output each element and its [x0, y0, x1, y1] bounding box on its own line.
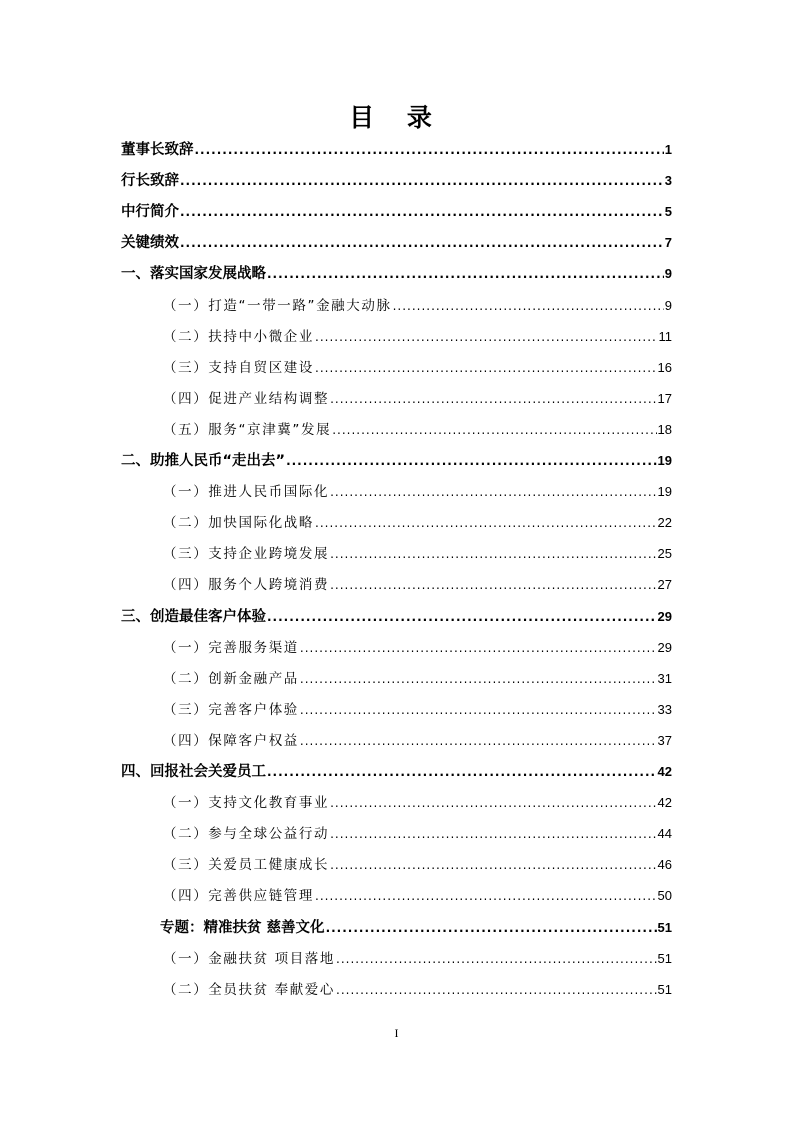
toc-entry-page: 16: [657, 360, 672, 375]
toc-entry-title: （四）促进产业结构调整: [163, 391, 330, 407]
toc-dot-leader: [267, 263, 664, 285]
toc-entry-page: 51: [657, 982, 672, 997]
toc-entry-title: 行长致辞: [121, 173, 179, 189]
toc-entry-title: 董事长致辞: [121, 142, 194, 158]
toc-entry-title: （四）完善供应链管理: [163, 888, 314, 904]
toc-entry-page: 42: [657, 764, 672, 779]
toc-entry-title: （一）金融扶贫 项目落地: [163, 951, 335, 967]
toc-dot-leader: [330, 854, 656, 876]
toc-entry-page: 22: [657, 515, 672, 530]
toc-dot-leader: [336, 948, 657, 970]
toc-dot-leader: [326, 917, 657, 939]
toc-entry-title: （一）推进人民币国际化: [163, 484, 330, 500]
toc-entry[interactable]: [163, 543, 672, 565]
toc-entry-page: 33: [657, 702, 672, 717]
toc-dot-leader: [267, 606, 657, 628]
page-title: 目 录: [349, 103, 444, 132]
toc-entry-page: 29: [657, 609, 672, 624]
toc-entry-title: 专题：精准扶贫 慈善文化: [160, 920, 325, 936]
toc-entry-page: 44: [657, 826, 672, 841]
toc-entry-page: 31: [657, 671, 672, 686]
toc-entry[interactable]: [163, 948, 672, 970]
toc-entry-page: 51: [657, 920, 672, 935]
toc-dot-leader: [315, 357, 657, 379]
toc-dot-leader: [393, 295, 664, 317]
toc-dot-leader: [300, 637, 657, 659]
toc-entry[interactable]: [163, 979, 672, 1001]
toc-entry-title: 二、助推人民币“走出去”: [121, 453, 286, 469]
toc-entry[interactable]: [163, 854, 672, 876]
toc-dot-leader: [195, 139, 664, 161]
toc-entry[interactable]: [121, 761, 672, 783]
toc-entry[interactable]: [163, 699, 672, 721]
toc-dot-leader: [180, 232, 664, 254]
toc-entry-title: 四、回报社会关爱员工: [121, 764, 266, 780]
toc-dot-leader: [330, 543, 656, 565]
toc-entry-page: 25: [657, 546, 672, 561]
toc-dot-leader: [330, 481, 656, 503]
toc-entry-title: 一、落实国家发展战略: [121, 266, 266, 282]
toc-entry[interactable]: [163, 730, 672, 752]
toc-entry-title: （二）加快国际化战略: [163, 515, 314, 531]
toc-dot-leader: [336, 979, 657, 1001]
toc-entry[interactable]: [163, 481, 672, 503]
toc-entry-page: 9: [664, 298, 672, 313]
toc-dot-leader: [267, 761, 657, 783]
toc-entry-page: 29: [657, 640, 672, 655]
toc-entry[interactable]: [163, 823, 672, 845]
toc-entry-page: 17: [657, 391, 672, 406]
toc-entry-title: （四）服务个人跨境消费: [163, 577, 330, 593]
toc-entry-title: 三、创造最佳客户体验: [121, 609, 266, 625]
toc-dot-leader: [300, 730, 657, 752]
toc-dot-leader: [180, 201, 664, 223]
toc-entry-page: 5: [664, 204, 672, 219]
toc-entry[interactable]: [121, 263, 672, 285]
toc-dot-leader: [315, 512, 657, 534]
toc-entry[interactable]: [163, 885, 672, 907]
toc-dot-leader: [332, 419, 656, 441]
toc-entry[interactable]: [163, 388, 672, 410]
toc-dot-leader: [330, 388, 656, 410]
toc-dot-leader: [286, 450, 656, 472]
toc-entry[interactable]: [163, 357, 672, 379]
toc-entry-page: 37: [657, 733, 672, 748]
toc-dot-leader: [315, 885, 657, 907]
toc-entry-page: 9: [664, 266, 672, 281]
toc-entry-title: （五）服务“京津冀”发展: [163, 422, 332, 438]
toc-entry-page: 7: [664, 235, 672, 250]
toc-entry-title: （二）全员扶贫 奉献爱心: [163, 982, 335, 998]
toc-entry-page: 18: [657, 422, 672, 437]
toc-dot-leader: [300, 668, 657, 690]
toc-entry[interactable]: [121, 450, 672, 472]
toc-entry-page: 19: [657, 453, 672, 468]
toc-entry[interactable]: [163, 419, 672, 441]
toc-entry[interactable]: [163, 295, 672, 317]
toc-dot-leader: [180, 170, 664, 192]
toc-entry-title: （三）关爱员工健康成长: [163, 857, 330, 873]
toc-entry[interactable]: [121, 606, 672, 628]
toc-entry-title: （三）支持自贸区建设: [163, 360, 314, 376]
toc-entry-page: 27: [657, 577, 672, 592]
toc-entry-title: 关键绩效: [121, 235, 179, 251]
toc-entry-title: （一）支持文化教育事业: [163, 795, 330, 811]
toc-entry-title: （二）扶持中小微企业: [163, 329, 314, 345]
toc-dot-leader: [300, 699, 657, 721]
toc-entry-page: 46: [657, 857, 672, 872]
toc-entry-title: （四）保障客户权益: [163, 733, 299, 749]
toc-dot-leader: [330, 574, 656, 596]
toc-entry-title: （一）完善服务渠道: [163, 640, 299, 656]
toc-entry-title: （一）打造“一带一路”金融大动脉: [163, 298, 392, 314]
toc-entry[interactable]: [121, 201, 672, 223]
page-number: I: [394, 1026, 399, 1040]
toc-entry-page: 1: [664, 142, 672, 157]
toc-dot-leader: [330, 823, 656, 845]
toc-entry[interactable]: [163, 792, 672, 814]
toc-entry[interactable]: [121, 139, 672, 161]
toc-entry-title: （三）支持企业跨境发展: [163, 546, 330, 562]
toc-entry-page: 50: [657, 888, 672, 903]
toc-entry-page: 42: [657, 795, 672, 810]
toc-entry[interactable]: [163, 512, 672, 534]
toc-dot-leader: [330, 792, 656, 814]
toc-entry-page: 19: [657, 484, 672, 499]
toc-entry-title: （二）参与全球公益行动: [163, 826, 330, 842]
toc-entry[interactable]: [121, 232, 672, 254]
toc-entry-title: （二）创新金融产品: [163, 671, 299, 687]
toc-entry[interactable]: [163, 668, 672, 690]
toc-entry-page: 3: [664, 173, 672, 188]
toc-entry-title: 中行简介: [121, 204, 179, 220]
toc-dot-leader: [315, 326, 658, 348]
toc-entry[interactable]: [160, 917, 672, 939]
toc-entry-page: 11: [658, 329, 672, 344]
toc-entry[interactable]: [163, 637, 672, 659]
toc-entry-page: 51: [657, 951, 672, 966]
toc-entry-title: （三）完善客户体验: [163, 702, 299, 718]
toc-entry[interactable]: [121, 170, 672, 192]
toc-entry[interactable]: [163, 574, 672, 596]
toc-entry[interactable]: [163, 326, 672, 348]
